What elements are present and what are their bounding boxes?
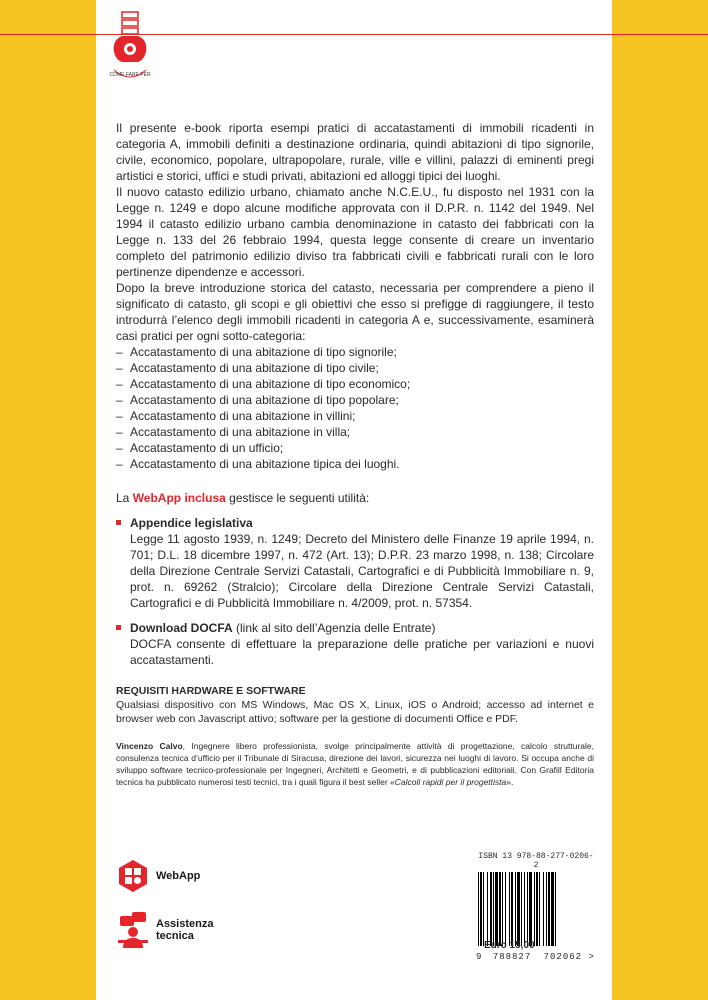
barcode-bar	[524, 872, 525, 946]
barcode-bar	[480, 872, 482, 946]
barcode-bar	[551, 872, 554, 946]
webapp-highlight: WebApp inclusa	[132, 491, 226, 505]
barcode-bar	[536, 872, 538, 946]
barcode-bar	[490, 872, 492, 946]
intro-paragraph: Il nuovo catasto edilizio urbano, chiamato anche N.C.E.U., fu disposto nel 1931 con la Legge n. 1249 e dopo alcune modifiche approvata con il D.P.R. n. 1142 del 1949. Nel 1994 il catasto edilizio urbano cambia denominazione in catasto dei fabbricati con la Legge n. 133 del 26 febbraio 1994, questa legge consente di creare un inventario completo del patrimonio edilizio diviso tra fabbricati civili e fabbricati rurali con le loro pertinenze dipendenze e accessori.	[116, 185, 594, 279]
isbn-text: ISBN 13 978-88-277-0206-2	[478, 852, 594, 870]
barcode-bar	[529, 872, 532, 946]
barcode-bar	[515, 872, 516, 946]
utility-item: Download DOCFA (link al sito dell’Agenzia delle Entrate) DOCFA consente di effettuare la preparazione delle pratiche per variazioni e nuovi accatastamenti.	[116, 620, 594, 668]
barcode-bar	[487, 872, 488, 946]
category-list	[116, 344, 594, 472]
requirements-heading: REQUISITI HARDWARE E SOFTWARE	[116, 685, 306, 697]
barcode-bar	[548, 872, 550, 946]
author-name: Vincenzo Calvo	[116, 741, 183, 751]
back-cover-text	[116, 120, 594, 788]
utility-text: Legge 11 agosto 1939, n. 1249; Decreto del Ministero delle Finanze 19 aprile 1994, n. 701; D.L. 18 dicembre 1997, n. 472 (Art. 13); D.P.R. 23 marzo 1998, n. 138; Circolare della Direzione Centrale Servizi Catastali, Cartografici e di Pubblicità Immobiliare n. 9, prot. n. 69262 (Stralcio); Circolare della Direzione Centrale Servizi Catastali, Cartografici e di Pubblicità Immobiliare n. 4/2009, prot. n. 57354.	[130, 532, 594, 610]
barcode-bar	[517, 872, 520, 946]
list-item: – Accatastamento di una abitazione di tipo popolare;	[116, 392, 594, 408]
barcode-bars	[476, 872, 592, 946]
webapp-label: WebApp	[156, 870, 201, 882]
list-item: – Accatastamento di un ufficio;	[116, 440, 594, 456]
list-item: – Accatastamento di una abitazione di tipo signorile;	[116, 344, 594, 360]
list-item: – Accatastamento di una abitazione in villa;	[116, 424, 594, 440]
barcode-bar	[483, 872, 484, 946]
barcode-bar	[543, 872, 544, 946]
assistance-badge	[116, 910, 213, 950]
list-item: – Accatastamento di una abitazione di tipo economico;	[116, 376, 594, 392]
barcode-bar	[527, 872, 528, 946]
support-icon	[116, 910, 150, 950]
utility-item	[116, 515, 594, 611]
barcode-bar	[493, 872, 494, 946]
price-label: Euro 15,00	[484, 940, 535, 951]
barcode-bar	[502, 872, 503, 946]
top-rule	[0, 34, 708, 35]
bullet-marker	[116, 520, 121, 525]
barcode-bar	[499, 872, 501, 946]
list-item: – Accatastamento di una abitazione tipica dei luoghi.	[116, 456, 594, 472]
webapp-icon	[116, 858, 150, 894]
bullet-marker	[116, 625, 121, 630]
barcode-bar	[555, 872, 556, 946]
barcode-bar	[546, 872, 547, 946]
intro-section	[116, 120, 594, 472]
barcode-bar	[534, 872, 535, 946]
list-item: – Accatastamento di una abitazione di tipo civile;	[116, 360, 594, 376]
utility-title: Download DOCFA	[130, 621, 233, 635]
assistance-label-1: Assistenza	[156, 918, 214, 930]
barcode-bar	[539, 872, 540, 946]
come-fare-per-logo	[108, 10, 152, 88]
list-item: – Accatastamento di una abitazione in villini;	[116, 408, 594, 424]
bestseller-title: Calcoli rapidi per il progettista	[394, 777, 507, 787]
requirements-section	[116, 684, 594, 726]
webapp-lead: La WebApp inclusa gestisce le seguenti utilità:	[116, 491, 370, 505]
utility-text: DOCFA consente di effettuare la preparazione delle pratiche per variazioni e nuovi accatastamenti.	[130, 637, 594, 667]
isbn-digits: 9 788827 702062 >	[476, 952, 595, 962]
barcode-bar	[521, 872, 522, 946]
barcode-bar	[511, 872, 513, 946]
webapp-badge	[116, 858, 200, 894]
intro-paragraph: Dopo la breve introduzione storica del catasto, necessaria per comprendere a pieno il significato di catasto, gli scopi e gli obiettivi che esso si prefigge di raggiungere, il testo introdurrà l’elenco degli immobili ricadenti in categoria A e, successivamente, esaminerà casi pratici per ogni sotto-categoria:	[116, 281, 594, 343]
barcode-bar	[505, 872, 506, 946]
assistance-label-2: tecnica	[156, 930, 194, 942]
barcode-bar	[478, 872, 479, 946]
utility-title: Appendice legislativa	[130, 516, 253, 530]
author-bio: Vincenzo Calvo, Ingegnere libero professionista, svolge principalmente attività di progettazione, calcolo strutturale, consulenza tecnica d’ufficio per il Tribunale di Siracusa, direzione dei lavori, sicurezza nei luoghi di lavoro. Si occupa anche di sviluppo software tecnico-professionale per Ingegneri, Architetti e Geometri, e di pubblicazioni editoriali. Con Grafill Editoria tecnica ha pubblicato numerosi testi tecnici, tra i quali figura il best seller «Calcoli rapidi per il progettista».	[116, 741, 595, 787]
requirements-text: Qualsiasi dispositivo con MS Windows, Mac OS X, Linux, iOS o Android; accesso ad internet e browser web con Javascript attivo; software per la gestione di documenti Office e PDF.	[116, 699, 594, 725]
barcode-bar	[495, 872, 498, 946]
intro-paragraph: Il presente e-book riporta esempi pratici di accatastamenti di immobili ricadenti in categoria A, immobili definiti a destinazione ordinaria, quindi abitazioni di tipo signorile, civile, economico, popolare, ultrapopolare, rurale, ville e villini, palazzi di eminenti pregi artistici e storici, uffici e studi privati, abitazioni ed alloggi tipici dei luoghi.	[116, 121, 594, 183]
logo-text: COME FARE PER	[109, 72, 151, 78]
barcode-bar	[509, 872, 510, 946]
